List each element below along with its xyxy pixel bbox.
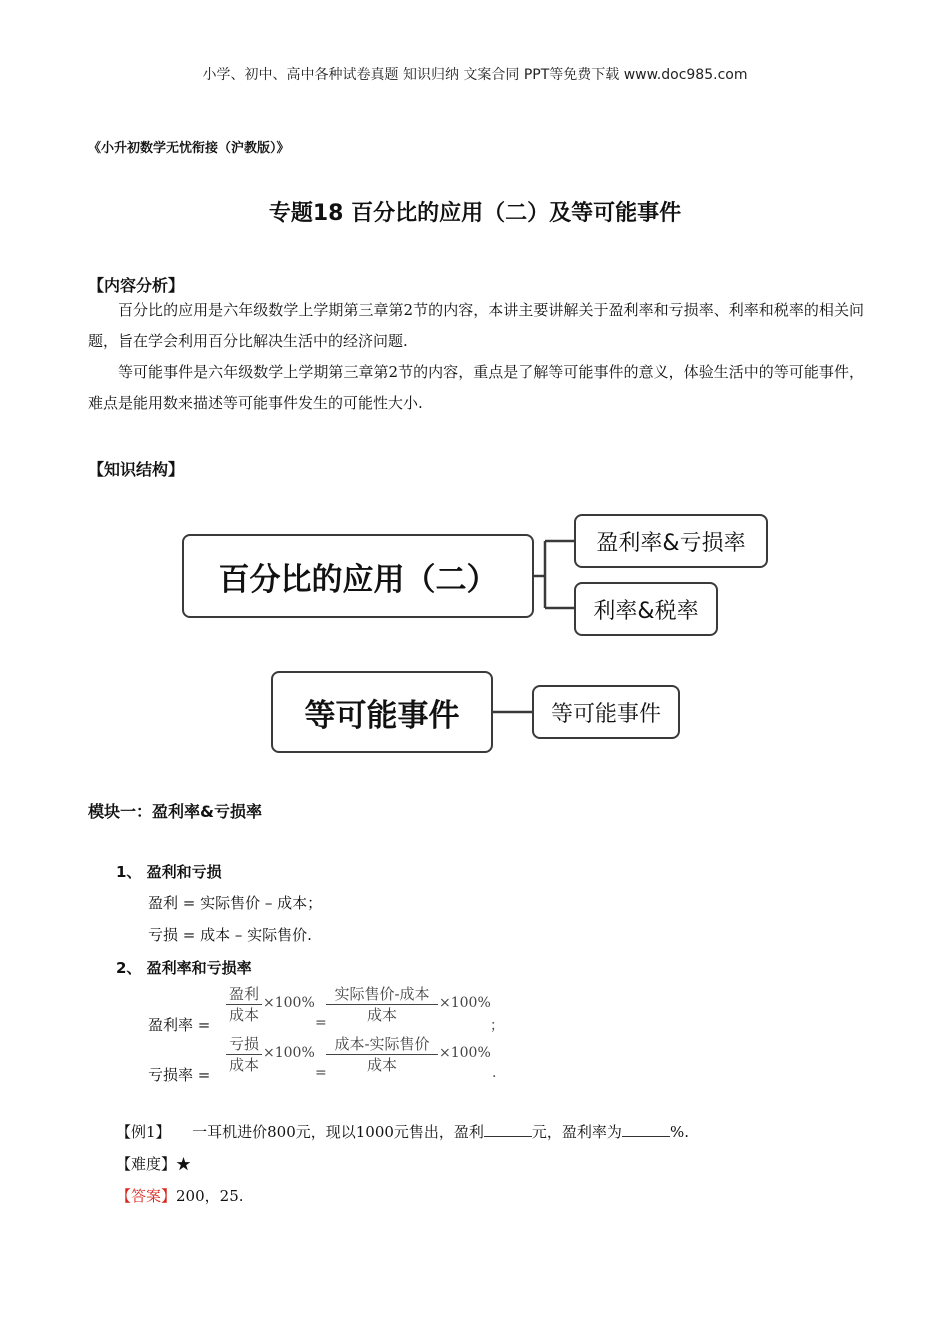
semicolon: ； [490,1018,504,1034]
times-100-percent: ×100% [263,995,315,1011]
answer-value: 200，25. [176,1187,244,1205]
profit-rate-label: 盈利率 = [148,1016,211,1034]
module1-heading: 模块一：盈利率&亏损率 [88,802,262,821]
example1-text-a: 一耳机进价800元，现以1000元售出，盈利 [192,1123,484,1141]
fraction-numerator: 盈利 [226,984,262,1005]
times-100-percent: ×100% [263,1045,315,1061]
mindmap-node-profit-loss-rate: 盈利率&亏损率 [574,514,768,568]
profit-rate-fraction-2 [326,984,438,1025]
example1-answer [116,1185,244,1206]
difficulty-label: 【难度】 [116,1155,177,1173]
mindmap-node-equally-likely-child: 等可能事件 [532,685,680,739]
times-100-percent: ×100% [439,1045,491,1061]
profit-rate-fraction-1 [226,984,262,1025]
loss-rate-label: 亏损率 = [148,1066,211,1084]
profit-definition: 盈利 = 实际售价 – 成本； [148,894,323,912]
period: . [492,1065,497,1081]
answer-blank-rate[interactable] [622,1122,670,1137]
loss-rate-fraction-2 [326,1034,438,1075]
content-analysis-heading: 【内容分析】 [88,276,185,295]
example1-text-c: %. [669,1123,689,1141]
equals-sign: = [315,1015,327,1031]
item1-title: 1、 盈利和亏损 [116,863,222,881]
times-100-percent: ×100% [439,995,491,1011]
example1-difficulty [116,1153,191,1174]
loss-rate-fraction-1 [226,1034,262,1075]
mindmap-node-percent-application: 百分比的应用（二） [182,534,534,618]
example1-question [116,1121,689,1142]
example1-text-b: 元，盈利率为 [531,1123,622,1141]
mindmap-node-equally-likely: 等可能事件 [271,671,493,753]
fraction-numerator: 实际售价-成本 [326,984,438,1005]
fraction-denominator: 成本 [366,1006,397,1024]
fraction-denominator: 成本 [228,1006,259,1024]
example1-label: 【例1】 [116,1123,171,1141]
answer-blank-profit[interactable] [484,1122,532,1137]
loss-definition: 亏损 = 成本 – 实际售价. [148,926,312,944]
difficulty-star-icon: ★ [176,1155,192,1173]
series-title: 《小升初数学无忧衔接（沪教版）》 [88,141,290,156]
mindmap-node-interest-tax-rate: 利率&税率 [574,582,718,636]
fraction-numerator: 亏损 [226,1034,262,1055]
item2-title: 2、 盈利率和亏损率 [116,959,252,977]
page-title: 专题18 百分比的应用（二）及等可能事件 [268,201,682,226]
fraction-numerator: 成本-实际售价 [326,1034,438,1055]
page-header: 小学、初中、高中各种试卷真题 知识归纳 文案合同 PPT等免费下载 www.doc985.com [202,67,748,83]
knowledge-structure-heading: 【知识结构】 [88,460,185,479]
fraction-denominator: 成本 [366,1056,397,1074]
answer-label: 【答案】 [116,1187,177,1205]
fraction-denominator: 成本 [228,1056,259,1074]
equals-sign: = [315,1065,327,1081]
content-analysis-paragraph-2: 等可能事件是六年级数学上学期第三章第2节的内容，重点是了解等可能事件的意义，体验生活中的等可能事件，难点是能用数来描述等可能事件发生的可能性大小. [88,363,864,412]
content-analysis-paragraph-1: 百分比的应用是六年级数学上学期第三章第2节的内容，本讲主要讲解关于盈利率和亏损率、利率和税率的相关问题，旨在学会利用百分比解决生活中的经济问题. [88,301,864,350]
